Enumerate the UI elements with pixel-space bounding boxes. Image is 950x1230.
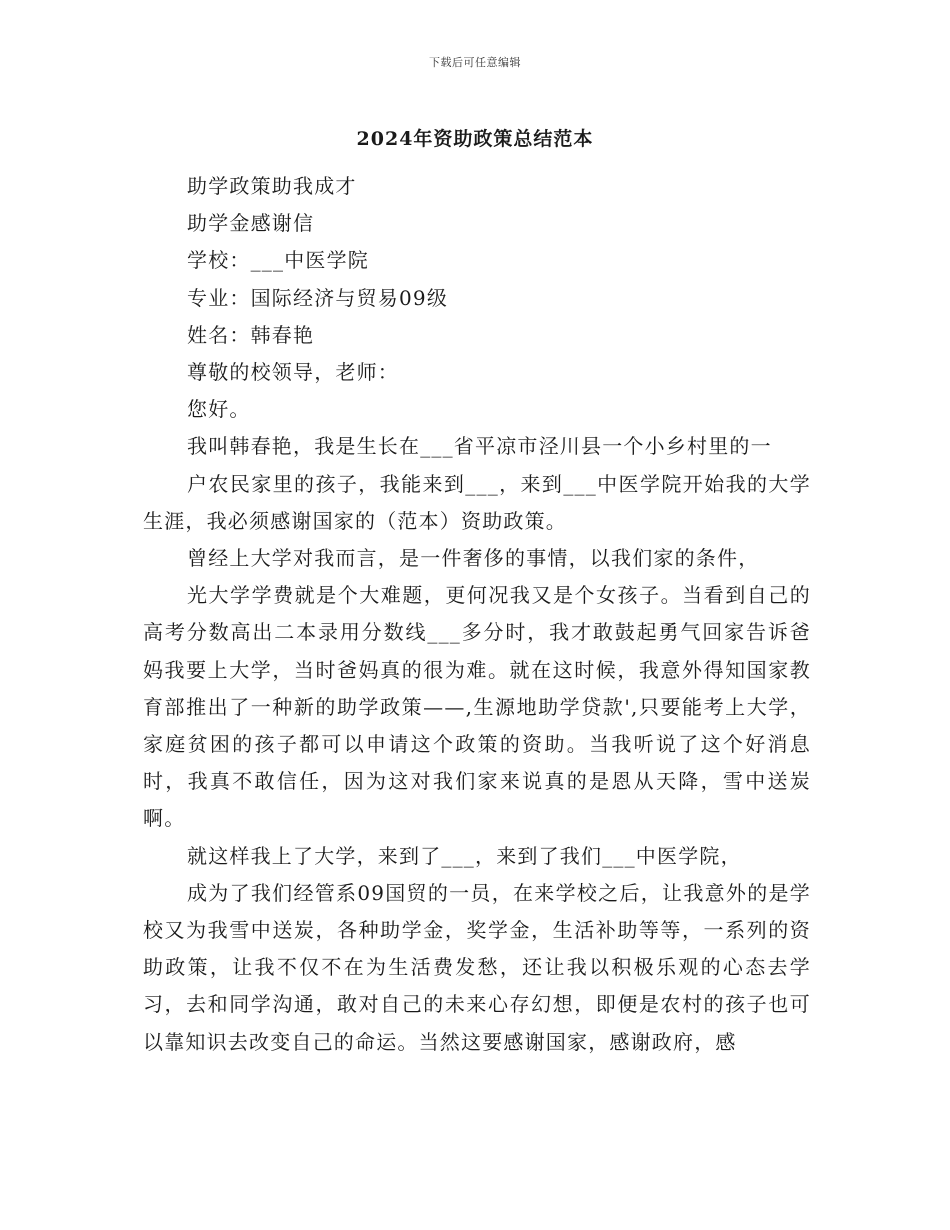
document-title: 2024年资助政策总结范本 bbox=[356, 128, 594, 150]
body-line: 尊敬的校领导，老师： bbox=[187, 360, 399, 385]
body-line: 姓名：韩春艳 bbox=[187, 322, 315, 347]
body-paragraph: 就这样我上了大学，来到了___，来到了我们___中医学院， bbox=[187, 843, 742, 868]
body-paragraph: 光大学学费就是个大难题，更何况我又是个女孩子。当看到自己的高考分数高出二本录用分数线___多分时，我才敢鼓起勇气回家告诉爸妈我要上大学，当时爸妈真的很为难。就在这时候，我意外得知国家教育部推出了一种新的助学政策——,生源地助学贷款',只要能考上大学，家庭贫困的孩子都可以申请这个政策的资助。当我听说了这个好消息时，我真不敢信任，因为这对我们家来说真的是恩从天降，雪中送炭啊。 bbox=[143, 583, 811, 831]
body-line: 助学金感谢信 bbox=[187, 211, 315, 236]
body-paragraph: 户农民家里的孩子，我能来到___，来到___中医学院开始我的大学生涯，我必须感谢国家的（范本）资助政策。 bbox=[143, 471, 811, 533]
body-line: 学校：___中医学院 bbox=[187, 248, 369, 273]
document-body bbox=[143, 168, 811, 1061]
body-line: 助学政策助我成才 bbox=[187, 174, 357, 198]
header-note: 下载后可任意编辑 bbox=[429, 56, 521, 69]
body-paragraph: 曾经上大学对我而言，是一件奢侈的事情，以我们家的条件， bbox=[187, 546, 760, 571]
body-line: 您好。 bbox=[187, 397, 251, 422]
body-line: 我叫韩春艳，我是生长在___省平凉市泾川县一个小乡村里的一 bbox=[187, 434, 772, 459]
body-line: 专业：国际经济与贸易09级 bbox=[187, 285, 449, 310]
body-paragraph: 成为了我们经管系09国贸的一员，在来学校之后，让我意外的是学校又为我雪中送炭，各种助学金，奖学金，生活补助等等，一系列的资助政策，让我不仅不在为生活费发愁，还让我以积极乐观的心态去学习，去和同学沟通，敢对自己的未来心存幻想，即便是农村的孩子也可以靠知识去改变自己的命运。当然这要感谢国家，感谢政府，感 bbox=[143, 880, 811, 1054]
